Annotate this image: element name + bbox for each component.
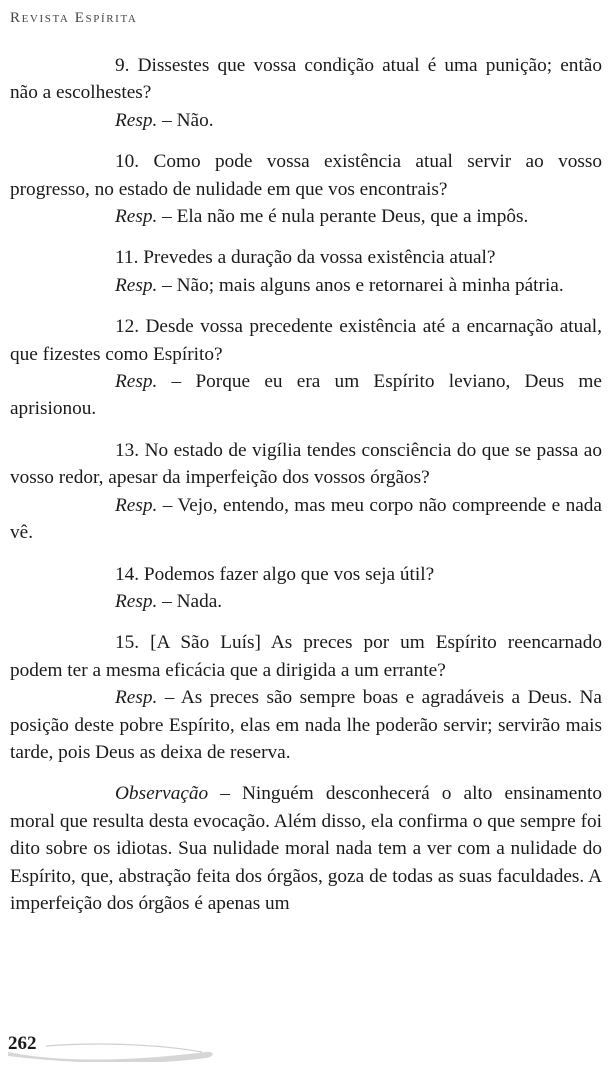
resp-label: Resp. bbox=[115, 206, 158, 228]
observation-paragraph bbox=[10, 780, 602, 917]
answer-text: – Vejo, entendo, mas meu corpo não compreende e nada vê. bbox=[10, 494, 602, 544]
decorative-swoosh-icon bbox=[6, 1032, 226, 1062]
answer-12 bbox=[10, 368, 602, 423]
question-13: 13. No estado de vigília tendes consciência do que se passa ao vosso redor, apesar da imperfeição dos vossos órgãos? bbox=[10, 439, 602, 489]
answer-11 bbox=[10, 272, 602, 299]
qa-item-9 bbox=[10, 52, 602, 134]
qa-item-13 bbox=[10, 437, 602, 547]
running-header: Revista Espírita bbox=[10, 10, 138, 26]
answer-15 bbox=[10, 684, 602, 766]
observation-text: – Ninguém desconhecerá o alto ensinamento moral que resulta desta evocação. Além disso, ela confirma o que sempre foi dito sobre os idiotas. Sua nulidade moral nada tem a ver com a nulidade do Espírito, que, abstração feita dos órgãos, goza de todas as suas faculdades. A imperfeição dos órgãos é apenas um bbox=[10, 783, 602, 914]
answer-13 bbox=[10, 492, 602, 547]
question-9: 9. Dissestes que vossa condição atual é uma punição; então não a escolhestes? bbox=[10, 55, 602, 104]
question-12: 12. Desde vossa precedente existência até a encarnação atual, que fizestes como Espírito? bbox=[10, 316, 602, 365]
answer-text: – Não; mais alguns anos e retornarei à minha pátria. bbox=[157, 274, 564, 296]
qa-item-15 bbox=[10, 629, 602, 766]
answer-9 bbox=[10, 107, 602, 134]
answer-14 bbox=[10, 588, 602, 615]
answer-10 bbox=[10, 203, 602, 230]
resp-label: Resp. bbox=[115, 371, 158, 393]
answer-text: – Nada. bbox=[157, 590, 223, 612]
question-14: 14. Podemos fazer algo que vos seja útil? bbox=[115, 563, 435, 585]
question-10: 10. Como pode vossa existência atual servir ao vosso progresso, no estado de nulidade em que vos encontrais? bbox=[10, 151, 602, 200]
qa-item-14 bbox=[10, 561, 602, 616]
answer-text: – Ela não me é nula perante Deus, que a impôs. bbox=[157, 206, 529, 228]
answer-text: – Porque eu era um Espírito leviano, Deus me aprisionou. bbox=[10, 371, 602, 420]
resp-label: Resp. bbox=[115, 590, 158, 612]
question-11: 11. Prevedes a duração da vossa existência atual? bbox=[115, 247, 496, 269]
page-number: 262 bbox=[8, 1033, 37, 1054]
question-15: 15. [A São Luís] As preces por um Espírito reencarnado podem ter a mesma eficácia que a dirigida a um errante? bbox=[10, 632, 602, 681]
resp-label: Resp. bbox=[115, 109, 158, 131]
answer-text: – Não. bbox=[157, 109, 214, 131]
qa-item-12 bbox=[10, 313, 602, 423]
observation-label: Observação bbox=[115, 783, 209, 805]
page-footer bbox=[6, 1032, 226, 1062]
qa-item-10 bbox=[10, 148, 602, 230]
resp-label: Resp. bbox=[115, 274, 158, 296]
resp-label: Resp. bbox=[115, 494, 158, 516]
qa-item-11 bbox=[10, 244, 602, 299]
page-body bbox=[10, 52, 602, 917]
answer-text: – As preces são sempre boas e agradáveis a Deus. Na posição deste pobre Espírito, elas em nada lhe poderão servir; servirão mais tarde, pois Deus as deixa de reserva. bbox=[10, 687, 602, 763]
resp-label: Resp. bbox=[115, 687, 158, 709]
